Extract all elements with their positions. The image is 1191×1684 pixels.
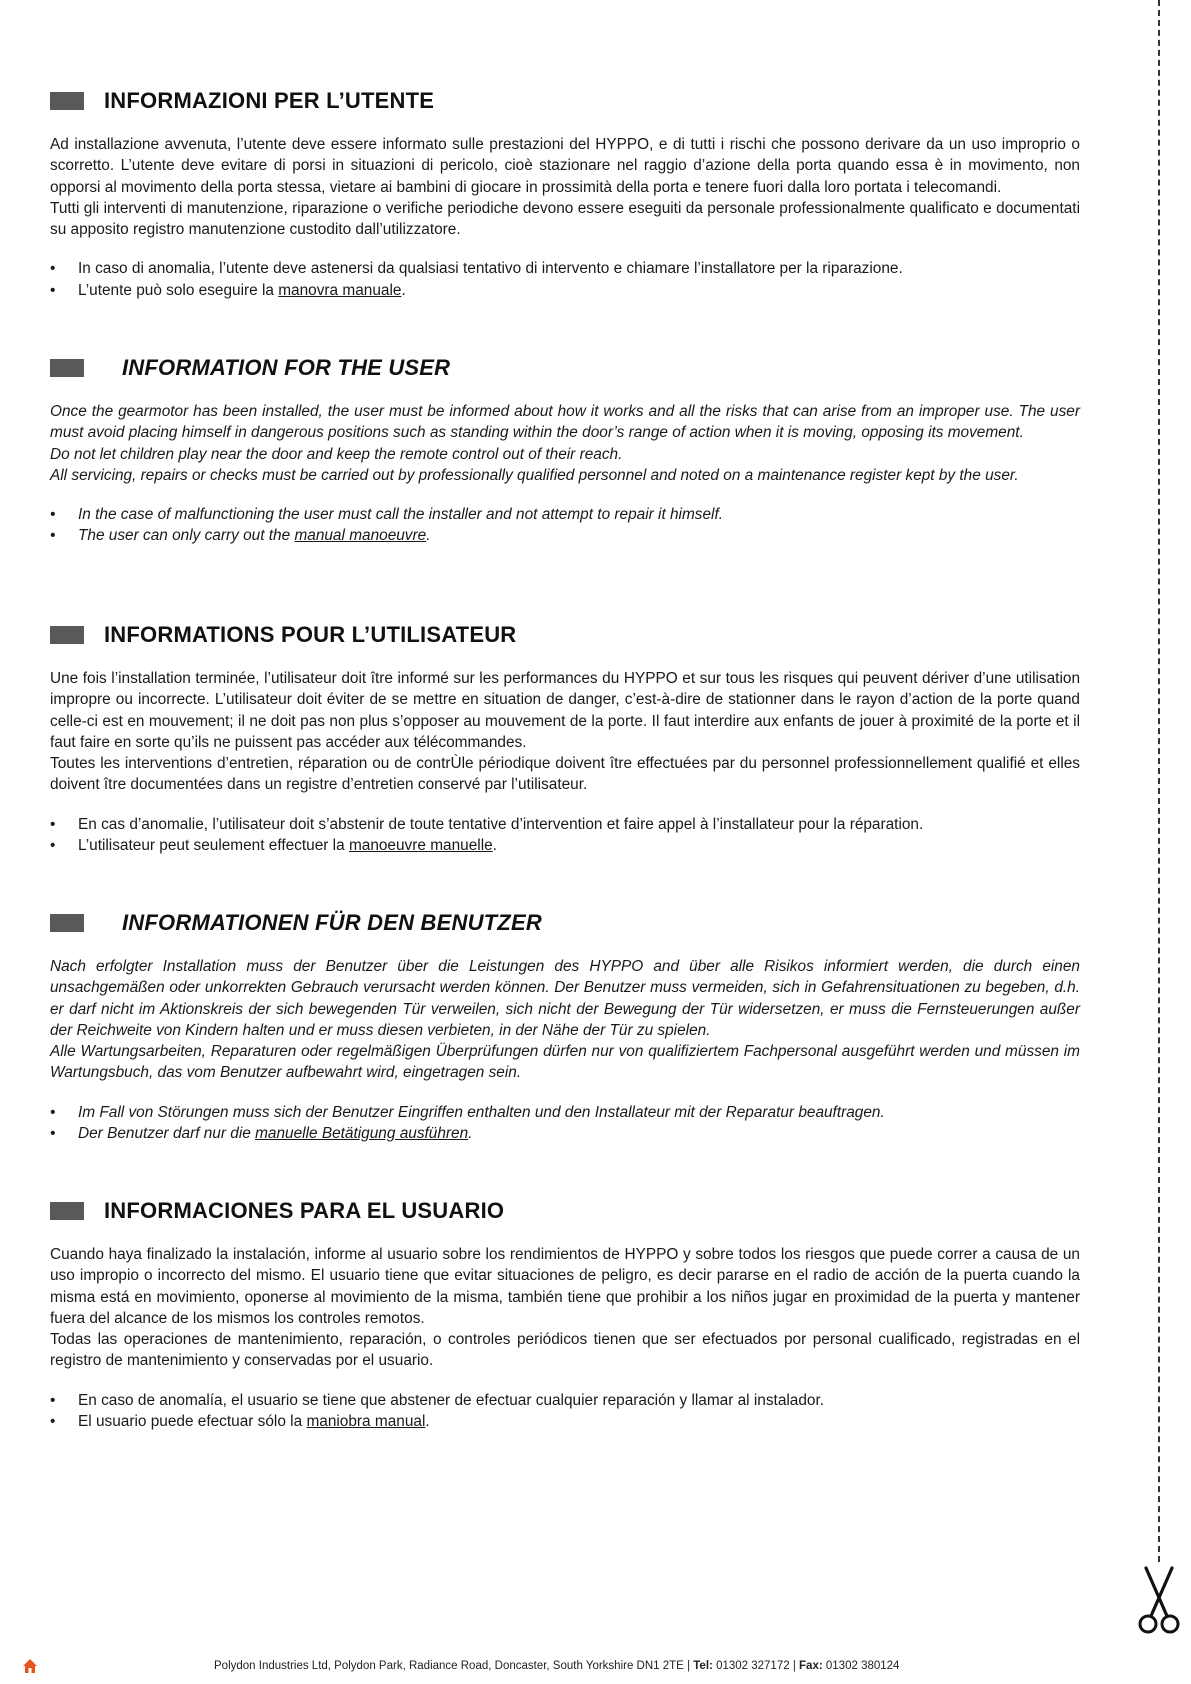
bullet-item [50, 280, 1080, 301]
bullet-item [50, 835, 1080, 856]
section-english [50, 353, 1080, 547]
bullet-item [50, 1411, 1080, 1432]
heading-marker [50, 1202, 84, 1220]
section-heading [50, 908, 1080, 938]
bullet-item: • En cas d’anomalie, l’utilisateur doit s’abstenir de toute tentative d’intervention et faire appel à l’installateur pour la réparation. [50, 814, 1080, 835]
paragraph: Todas las operaciones de mantenimiento, reparación, o controles periódicos tienen que ser efectuados por personal cualificado, registradas en el registro de mantenimiento y conservadas por el usuario. [50, 1331, 1080, 1370]
home-icon[interactable] [22, 1658, 38, 1674]
footer-separator: | [792, 1660, 796, 1672]
footer-contact [214, 1660, 899, 1672]
section-title: INFORMATION FOR THE USER [122, 355, 451, 380]
section-body [50, 134, 1080, 301]
footer-fax-label: Fax: [799, 1660, 823, 1672]
section-body [50, 956, 1080, 1144]
heading-marker [50, 626, 84, 644]
paragraph: All servicing, repairs or checks must be carried out by professionally qualified personnel and noted on a maintenance register kept by the user. [50, 466, 1019, 484]
bullet-item: • In the case of malfunctioning the user must call the installer and not attempt to repair it himself. [50, 504, 1080, 525]
heading-marker [50, 92, 84, 110]
section-heading [50, 620, 1080, 650]
section-title: INFORMATIONS POUR L’UTILISATEUR [104, 622, 517, 647]
section-german [50, 908, 1080, 1144]
section-title: INFORMATIONEN FÜR DEN BENUTZER [122, 910, 542, 935]
paragraph: Nach erfolgter Installation muss der Benutzer über die Leistungen des HYPPO and über alle Risikos informiert werden, die durch einen unsachgemäßen oder unkorrekten Gebrauch verursacht werden können. Der Benutzer muss vermeiden, sich in Gefahrensituationen zu begeben, d.h. er darf nicht im Aktionskreis der sich bewegenden Tür verweilen, sich nicht der Bewegung der Tür widersetzen, er muss die Fernsteuerungen außer der Reichweite von Kindern halten und er muss diesen verbieten, in der Nähe der Tür zu spielen. [50, 958, 1080, 1039]
bullet-text: El usuario puede efectuar sólo la [78, 1413, 307, 1431]
bullet-list [50, 1390, 1080, 1433]
manual-operation-link[interactable]: manoeuvre manuelle [348, 837, 493, 855]
manual-operation-link[interactable]: manuelle Betätigung ausführen [255, 1125, 469, 1143]
bullet-item [50, 525, 1080, 546]
section-title: INFORMAZIONI PER L’UTENTE [104, 88, 435, 113]
section-heading [50, 353, 1080, 383]
paragraph: Alle Wartungsarbeiten, Reparaturen oder regelmäßigen Überprüfungen dürfen nur von qualifiziertem Fachpersonal ausgeführt werden und müssen im Wartungsbuch, das vom Benutzer aufbewahrt wird, eingetragen sein. [50, 1043, 1080, 1082]
footer-separator: | [687, 1660, 691, 1672]
section-heading [50, 86, 1080, 116]
bullet-text: The user can only carry out the [78, 527, 295, 545]
bullet-suffix: . [425, 1413, 430, 1431]
section-body [50, 1244, 1080, 1432]
bullet-item [50, 1123, 1080, 1144]
section-title: INFORMACIONES PARA EL USUARIO [104, 1198, 505, 1223]
footer [0, 1658, 1191, 1678]
manual-operation-link[interactable]: manual manoeuvre [294, 527, 427, 545]
footer-tel: 01302 327172 [716, 1660, 790, 1672]
bullet-list [50, 814, 1080, 857]
bullet-list [50, 504, 1080, 547]
bullet-list [50, 258, 1080, 301]
manual-operation-link[interactable]: manovra manuale [278, 281, 402, 299]
section-body [50, 668, 1080, 856]
section-body [50, 401, 1080, 547]
paragraph: Une fois l’installation terminée, l’utilisateur doit ître informé sur les performances du HYPPO et sur tous les risques qui peuvent dériver d’une utilisation impropre ou incorrecte. L’utilisateur doit éviter de se mettre en situation de danger, c’est-à-dire de stationner dans le rayon d’action de la porte quand celle-ci est en mouvement; il ne doit pas non plus s’opposer au mouvement de la porte. Il faut interdire aux enfants de jouer à proximité de la porte et il faut faire en sorte qu’ils ne puissent pas accéder aux télécommandes. [50, 670, 1080, 751]
bullet-suffix: . [401, 281, 406, 299]
bullet-suffix: . [468, 1125, 473, 1143]
bullet-text: L’utente può solo eseguire la [78, 281, 279, 299]
bullet-item: • En caso de anomalía, el usuario se tiene que abstener de efectuar cualquier reparación y llamar al instalador. [50, 1390, 1080, 1411]
paragraph: Do not let children play near the door and keep the remote control out of their reach. [50, 445, 623, 463]
bullet-text: L’utilisateur peut seulement effectuer la [78, 837, 349, 855]
heading-marker [50, 914, 84, 932]
paragraph: Ad installazione avvenuta, l’utente deve essere informato sulle prestazioni del HYPPO, e di tutti i rischi che possono derivare da un uso improprio o scorretto. L’utente deve evitare di porsi in situazioni di pericolo, cioè stazionare nel raggio d’azione della porta quando essa è in movimento, non opporsi al movimento della porta stessa, vietare ai bambini di giocare in prossimità della porta e tenere fuori dalla loro portata i telecomandi. [50, 136, 1080, 196]
paragraph: Toutes les interventions d’entretien, réparation ou de contrÙle périodique doivent ître effectuées par du personnel professionnellement qualifié et elles doivent ître documentées dans un registre d’entretien conservé par l’utilisateur. [50, 755, 1080, 794]
footer-tel-label: Tel: [693, 1660, 713, 1672]
bullet-text: Der Benutzer darf nur die [78, 1125, 256, 1143]
scissors-icon [1136, 1566, 1182, 1636]
bullet-list [50, 1102, 1080, 1145]
bullet-suffix: . [426, 527, 431, 545]
paragraph: Tutti gli interventi di manutenzione, riparazione o verifiche periodiche devono essere eseguiti da personale professionalmente qualificato e documentati su apposito registro manutenzione custodito dall’utilizzatore. [50, 199, 1080, 239]
cut-line [1158, 0, 1160, 1562]
section-heading [50, 1196, 1080, 1226]
heading-marker [50, 359, 84, 377]
section-italian [50, 86, 1080, 301]
footer-address: Polydon Industries Ltd, Polydon Park, Radiance Road, Doncaster, South Yorkshire DN1 2TE [214, 1660, 684, 1672]
paragraph: Cuando haya finalizado la instalación, informe al usuario sobre los rendimientos de HYPPO y sobre todos los riesgos que puede correr a causa de un uso impropio o incorrecto del mismo. El usuario tiene que evitar situaciones de peligro, es decir pararse en el radio de acción de la puerta cuando la misma está en movimiento, oponerse al movimiento de la misma, también tiene que prohibir a los niños jugar en proximidad de la puerta y mantener fuera del alcance de los mismos los controles remotos. [50, 1246, 1080, 1327]
bullet-item: • Im Fall von Störungen muss sich der Benutzer Eingriffen enthalten und den Installateur mit der Reparatur beauftragen. [50, 1102, 1080, 1123]
bullet-suffix: . [492, 837, 497, 855]
footer-fax: 01302 380124 [825, 1660, 900, 1672]
section-french [50, 620, 1080, 856]
bullet-item: • In caso di anomalia, l’utente deve astenersi da qualsiasi tentativo di intervento e chiamare l’installatore per la riparazione. [50, 258, 1080, 279]
paragraph: Once the gearmotor has been installed, the user must be informed about how it works and all the risks that can arise from an improper use. The user must avoid placing himself in dangerous positions such as standing within the door’s range of action when it is moving, opposing its movement. [50, 403, 1080, 442]
manual-operation-link[interactable]: maniobra manual [306, 1413, 426, 1431]
section-spanish [50, 1196, 1080, 1432]
